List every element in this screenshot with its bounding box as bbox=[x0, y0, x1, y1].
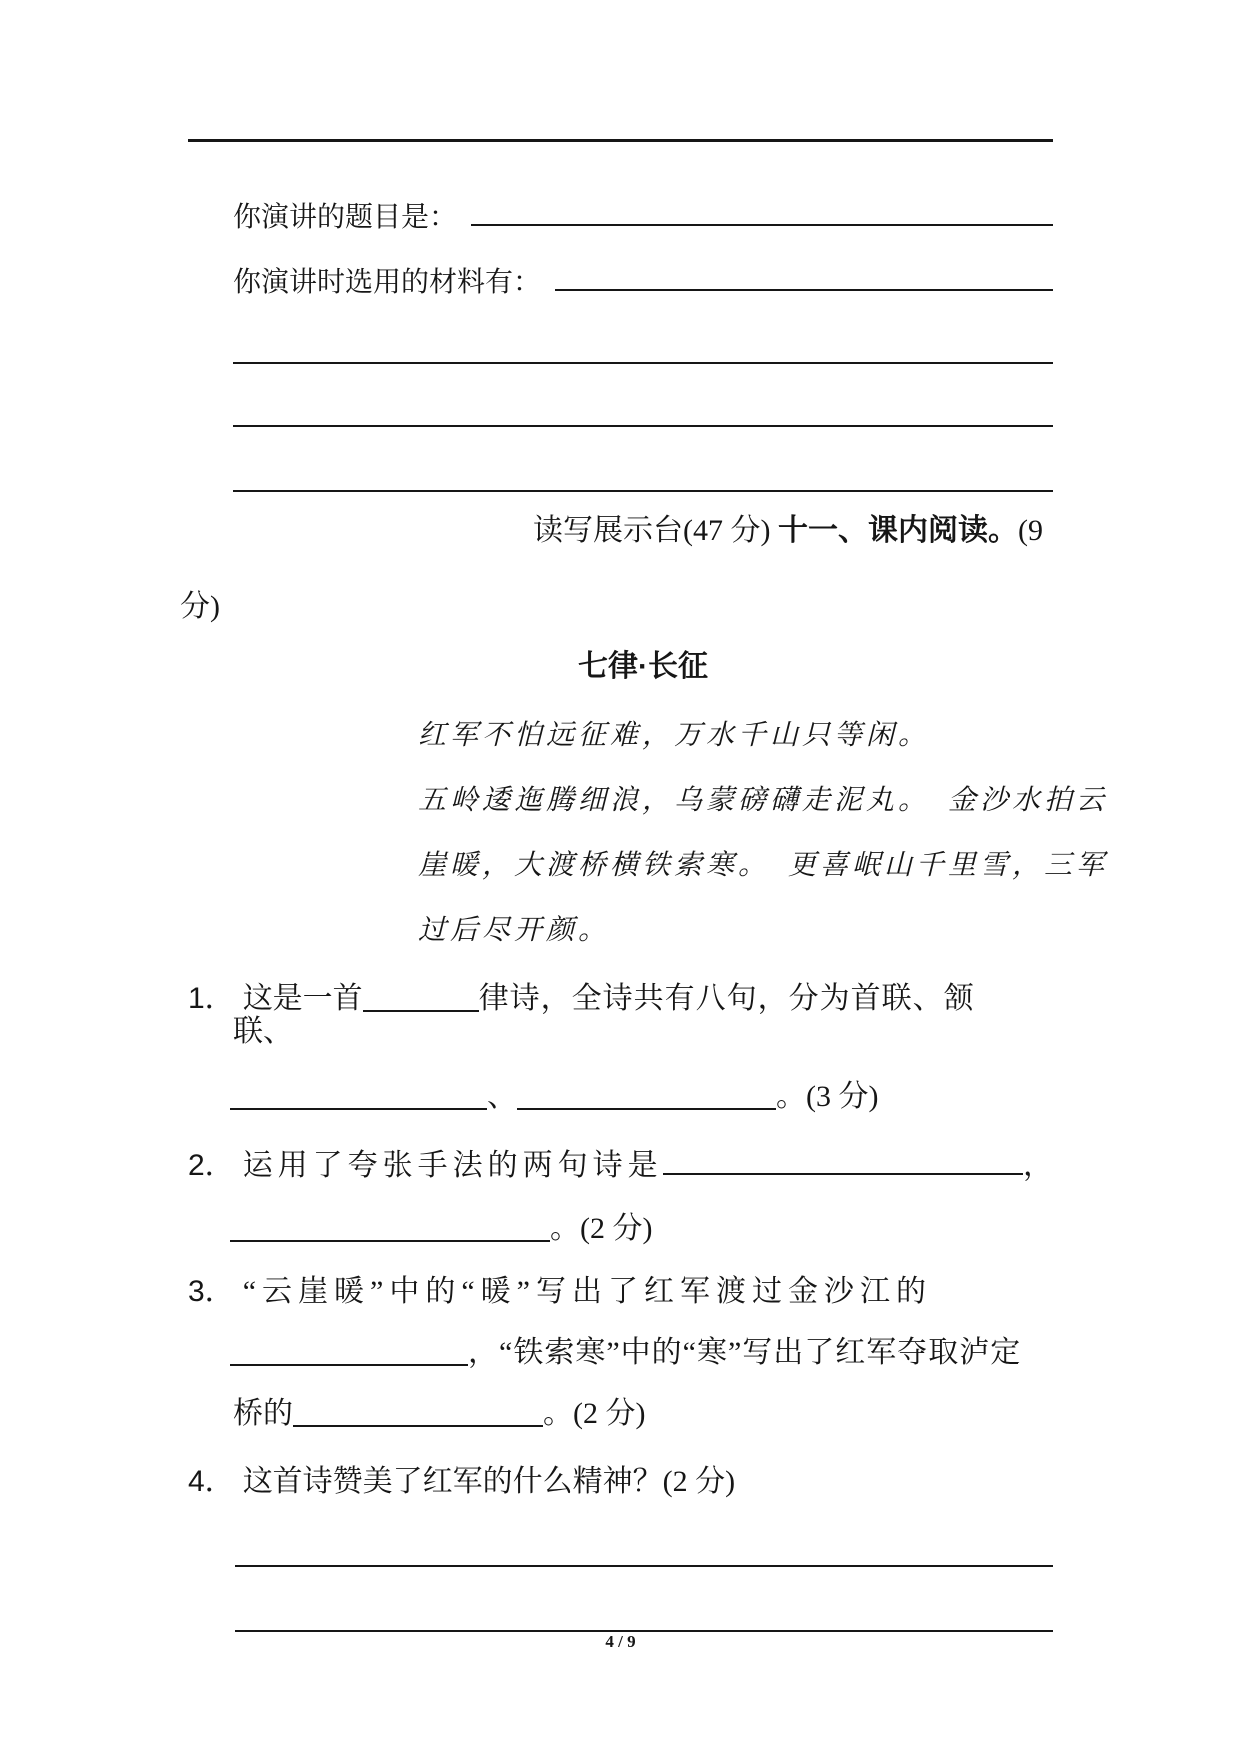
question-3-line-3 bbox=[233, 1397, 645, 1431]
speech-topic-line bbox=[233, 198, 1053, 235]
answer-blank bbox=[230, 1338, 468, 1366]
question-3-line-1 bbox=[188, 1275, 932, 1309]
answer-blank bbox=[230, 1082, 487, 1110]
answer-blank bbox=[471, 198, 1053, 226]
section-score-open: (9 bbox=[1017, 514, 1043, 547]
question-1-text-c: 联、 bbox=[233, 1015, 293, 1048]
question-3-score: 。(2 分) bbox=[543, 1397, 646, 1430]
question-2-comma: ， bbox=[1023, 1149, 1053, 1182]
answer-blank bbox=[233, 330, 1053, 364]
question-3-text-a: “云崖暖”中的“暖”写出了红军渡过金沙江的 bbox=[242, 1275, 932, 1308]
section-score-close: 分) bbox=[180, 590, 220, 623]
question-3-line-2 bbox=[230, 1336, 1021, 1370]
answer-blank bbox=[233, 393, 1053, 427]
answer-blank bbox=[555, 263, 1053, 291]
answer-blank bbox=[517, 1082, 776, 1110]
question-2-text-a: 运用了夸张手法的两句诗是 bbox=[242, 1149, 663, 1182]
speech-materials-label: 你演讲时选用的材料有： bbox=[233, 267, 542, 298]
question-3-number: 3． bbox=[188, 1275, 235, 1308]
poem-line-3: 崖暖，大渡桥横铁索寒。 更喜岷山千里雪，三军 bbox=[418, 850, 1109, 881]
section-heading: 十一、课内阅读。 bbox=[777, 514, 1018, 547]
question-1-text-b: 律诗，全诗共有八句，分为首联、颔 bbox=[478, 982, 975, 1015]
question-2-line-2 bbox=[230, 1212, 652, 1246]
question-1-line-2 bbox=[233, 1015, 293, 1049]
question-4-number: 4． bbox=[188, 1465, 235, 1498]
speech-materials-line bbox=[233, 263, 1053, 300]
answer-blank bbox=[293, 1399, 543, 1427]
question-4-line-1 bbox=[188, 1465, 735, 1499]
question-1-separator: 、 bbox=[487, 1080, 517, 1113]
question-2-line-1 bbox=[188, 1147, 1053, 1183]
answer-blank bbox=[233, 458, 1053, 492]
question-1-number: 1． bbox=[188, 982, 235, 1015]
section-header-wrap bbox=[180, 590, 220, 624]
poem-line-4: 过后尽开颜。 bbox=[418, 915, 611, 946]
answer-blank bbox=[663, 1147, 1023, 1175]
page-number: 4 / 9 bbox=[605, 1632, 636, 1651]
question-1-line-3 bbox=[230, 1080, 878, 1114]
question-1-line-1 bbox=[188, 982, 975, 1016]
answer-blank bbox=[235, 1533, 1053, 1567]
question-3-text-b: ，“铁索寒”中的“寒”写出了红军夺取泸定 bbox=[468, 1336, 1022, 1369]
speech-topic-label: 你演讲的题目是： bbox=[233, 202, 458, 233]
top-divider-rule bbox=[188, 139, 1053, 142]
poem-title: 七律·长征 bbox=[578, 650, 708, 683]
question-1-text-a: 这是一首 bbox=[242, 982, 363, 1015]
poem-line-1: 红军不怕远征难，万水千山只等闲。 bbox=[418, 720, 931, 751]
question-3-text-c: 桥的 bbox=[233, 1397, 293, 1430]
question-4-text: 这首诗赞美了红军的什么精神？(2 分) bbox=[242, 1465, 736, 1498]
question-2-score: 。(2 分) bbox=[550, 1212, 653, 1245]
answer-blank bbox=[235, 1598, 1053, 1632]
section-header bbox=[533, 514, 1043, 548]
question-2-number: 2． bbox=[188, 1149, 235, 1182]
section-lead: 读写展示台(47 分) bbox=[533, 514, 778, 547]
poem-line-2: 五岭逶迤腾细浪，乌蒙磅礴走泥丸。 金沙水拍云 bbox=[418, 785, 1109, 816]
question-1-score: 。(3 分) bbox=[776, 1080, 879, 1113]
answer-blank bbox=[230, 1214, 550, 1242]
answer-blank bbox=[363, 984, 479, 1012]
